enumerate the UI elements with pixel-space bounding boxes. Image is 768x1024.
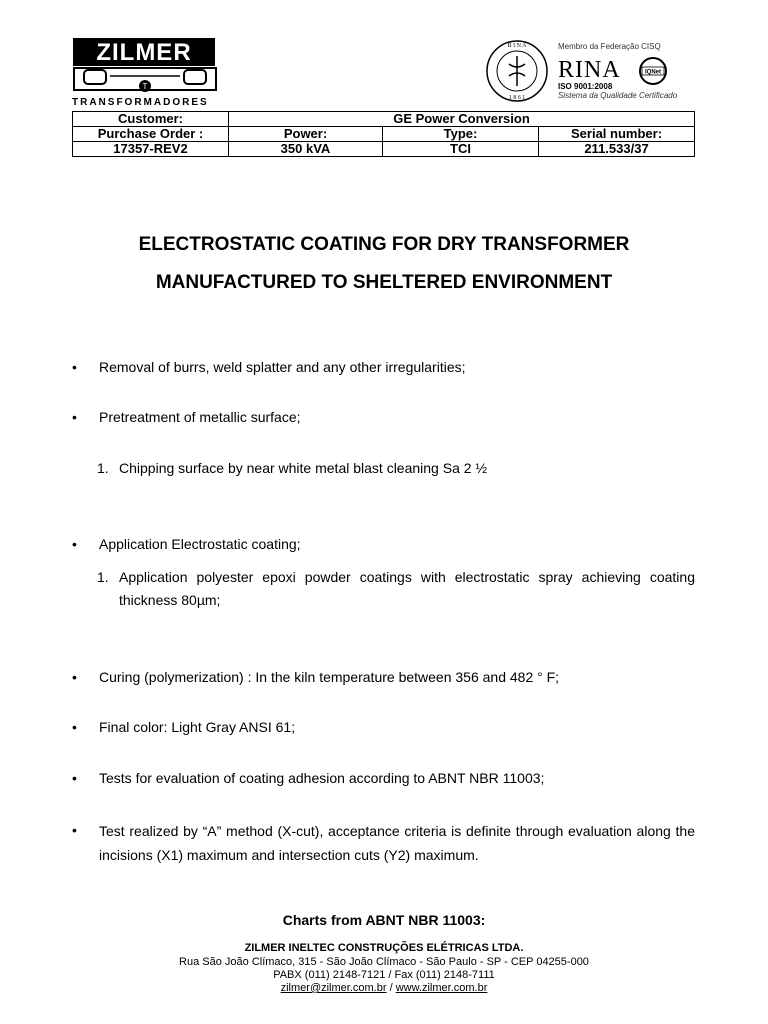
bullet-icon: • bbox=[72, 719, 77, 735]
svg-text:T: T bbox=[142, 82, 148, 91]
item-application-polyester: Application polyester epoxi powder coatings with electrostatic spray achieving coating thickness 80µm; bbox=[119, 569, 695, 608]
item-pretreatment: Pretreatment of metallic surface; bbox=[99, 409, 301, 425]
power-label: Power: bbox=[229, 127, 383, 142]
customer-label: Customer: bbox=[73, 112, 229, 127]
serial-number-label: Serial number: bbox=[539, 127, 695, 142]
footer-email-link[interactable]: zilmer@zilmer.com.br bbox=[280, 982, 387, 994]
bullet-icon: • bbox=[72, 359, 77, 375]
bullet-icon: • bbox=[72, 822, 77, 838]
list-number: 1. bbox=[97, 569, 109, 585]
item-chipping-surface: Chipping surface by near white metal blast cleaning Sa 2 ½ bbox=[119, 460, 488, 476]
type-label: Type: bbox=[383, 127, 539, 142]
purchase-order-value: 17357-REV2 bbox=[73, 142, 229, 157]
rina-membro-text: Membro da Federação CISQ bbox=[558, 42, 661, 51]
power-value: 350 kVA bbox=[229, 142, 383, 157]
footer-website-link[interactable]: www.zilmer.com.br bbox=[395, 982, 488, 994]
transformer-icon bbox=[70, 60, 220, 100]
bullet-icon: • bbox=[72, 409, 77, 425]
item-final-color: Final color: Light Gray ANSI 61; bbox=[99, 719, 296, 735]
bullet-icon: • bbox=[72, 669, 77, 685]
zilmer-logo-text: ZILMER bbox=[96, 39, 192, 66]
zilmer-logo bbox=[70, 38, 220, 108]
bullet-icon: • bbox=[72, 536, 77, 552]
rina-certification-logo bbox=[476, 38, 696, 104]
charts-heading: Charts from ABNT NBR 11003: bbox=[282, 912, 486, 928]
footer-company: ZILMER INELTEC CONSTRUÇÕES ELÉTRICAS LTDA. bbox=[244, 942, 524, 954]
customer-value: GE Power Conversion bbox=[229, 112, 695, 127]
order-info-table bbox=[72, 111, 695, 157]
item-curing: Curing (polymerization) : In the kiln temperature between 356 and 482 ° F; bbox=[99, 669, 560, 685]
footer-address: Rua São João Clímaco, 315 - São João Clímaco - São Paulo - SP - CEP 04255-000 bbox=[179, 956, 589, 968]
document-title-line-1: ELECTROSTATIC COATING FOR DRY TRANSFORMER bbox=[138, 234, 630, 255]
zilmer-tagline: TRANSFORMADORES bbox=[72, 97, 209, 108]
bullet-icon: • bbox=[72, 770, 77, 786]
svg-text:IQNet: IQNet bbox=[644, 69, 662, 76]
iqnet-icon bbox=[636, 56, 670, 86]
footer-separator: / bbox=[386, 982, 396, 994]
list-number: 1. bbox=[97, 460, 109, 476]
rina-seal-icon bbox=[482, 38, 552, 104]
purchase-order-label: Purchase Order : bbox=[73, 127, 229, 142]
svg-text:R I N A: R I N A bbox=[507, 43, 527, 49]
footer-contact bbox=[0, 982, 768, 995]
item-test-x-cut: Test realized by “A” method (X-cut), acceptance criteria is definite through evaluation along the incisions (X1) maximum and intersection cuts (Y2) maximum. bbox=[99, 823, 695, 863]
rina-iso-text: ISO 9001:2008 bbox=[558, 82, 613, 91]
rina-sistema-text: Sistema da Qualidade Certificado bbox=[558, 91, 678, 100]
svg-text:1 8 6 1: 1 8 6 1 bbox=[508, 95, 526, 101]
customer-row bbox=[73, 112, 695, 127]
serial-number-value: 211.533/37 bbox=[539, 142, 695, 157]
value-row bbox=[73, 142, 695, 157]
footer-phone: PABX (011) 2148-7121 / Fax (011) 2148-7111 bbox=[273, 969, 495, 981]
document-title-line-2: MANUFACTURED TO SHELTERED ENVIRONMENT bbox=[155, 272, 613, 293]
item-removal-of-burrs: Removal of burrs, weld splatter and any other irregularities; bbox=[99, 359, 466, 375]
item-tests-adhesion: Tests for evaluation of coating adhesion according to ABNT NBR 11003; bbox=[99, 770, 545, 786]
rina-wordmark: RINA bbox=[558, 57, 621, 83]
header-row bbox=[73, 127, 695, 142]
item-application-electrostatic: Application Electrostatic coating; bbox=[99, 536, 301, 552]
type-value: TCI bbox=[383, 142, 539, 157]
